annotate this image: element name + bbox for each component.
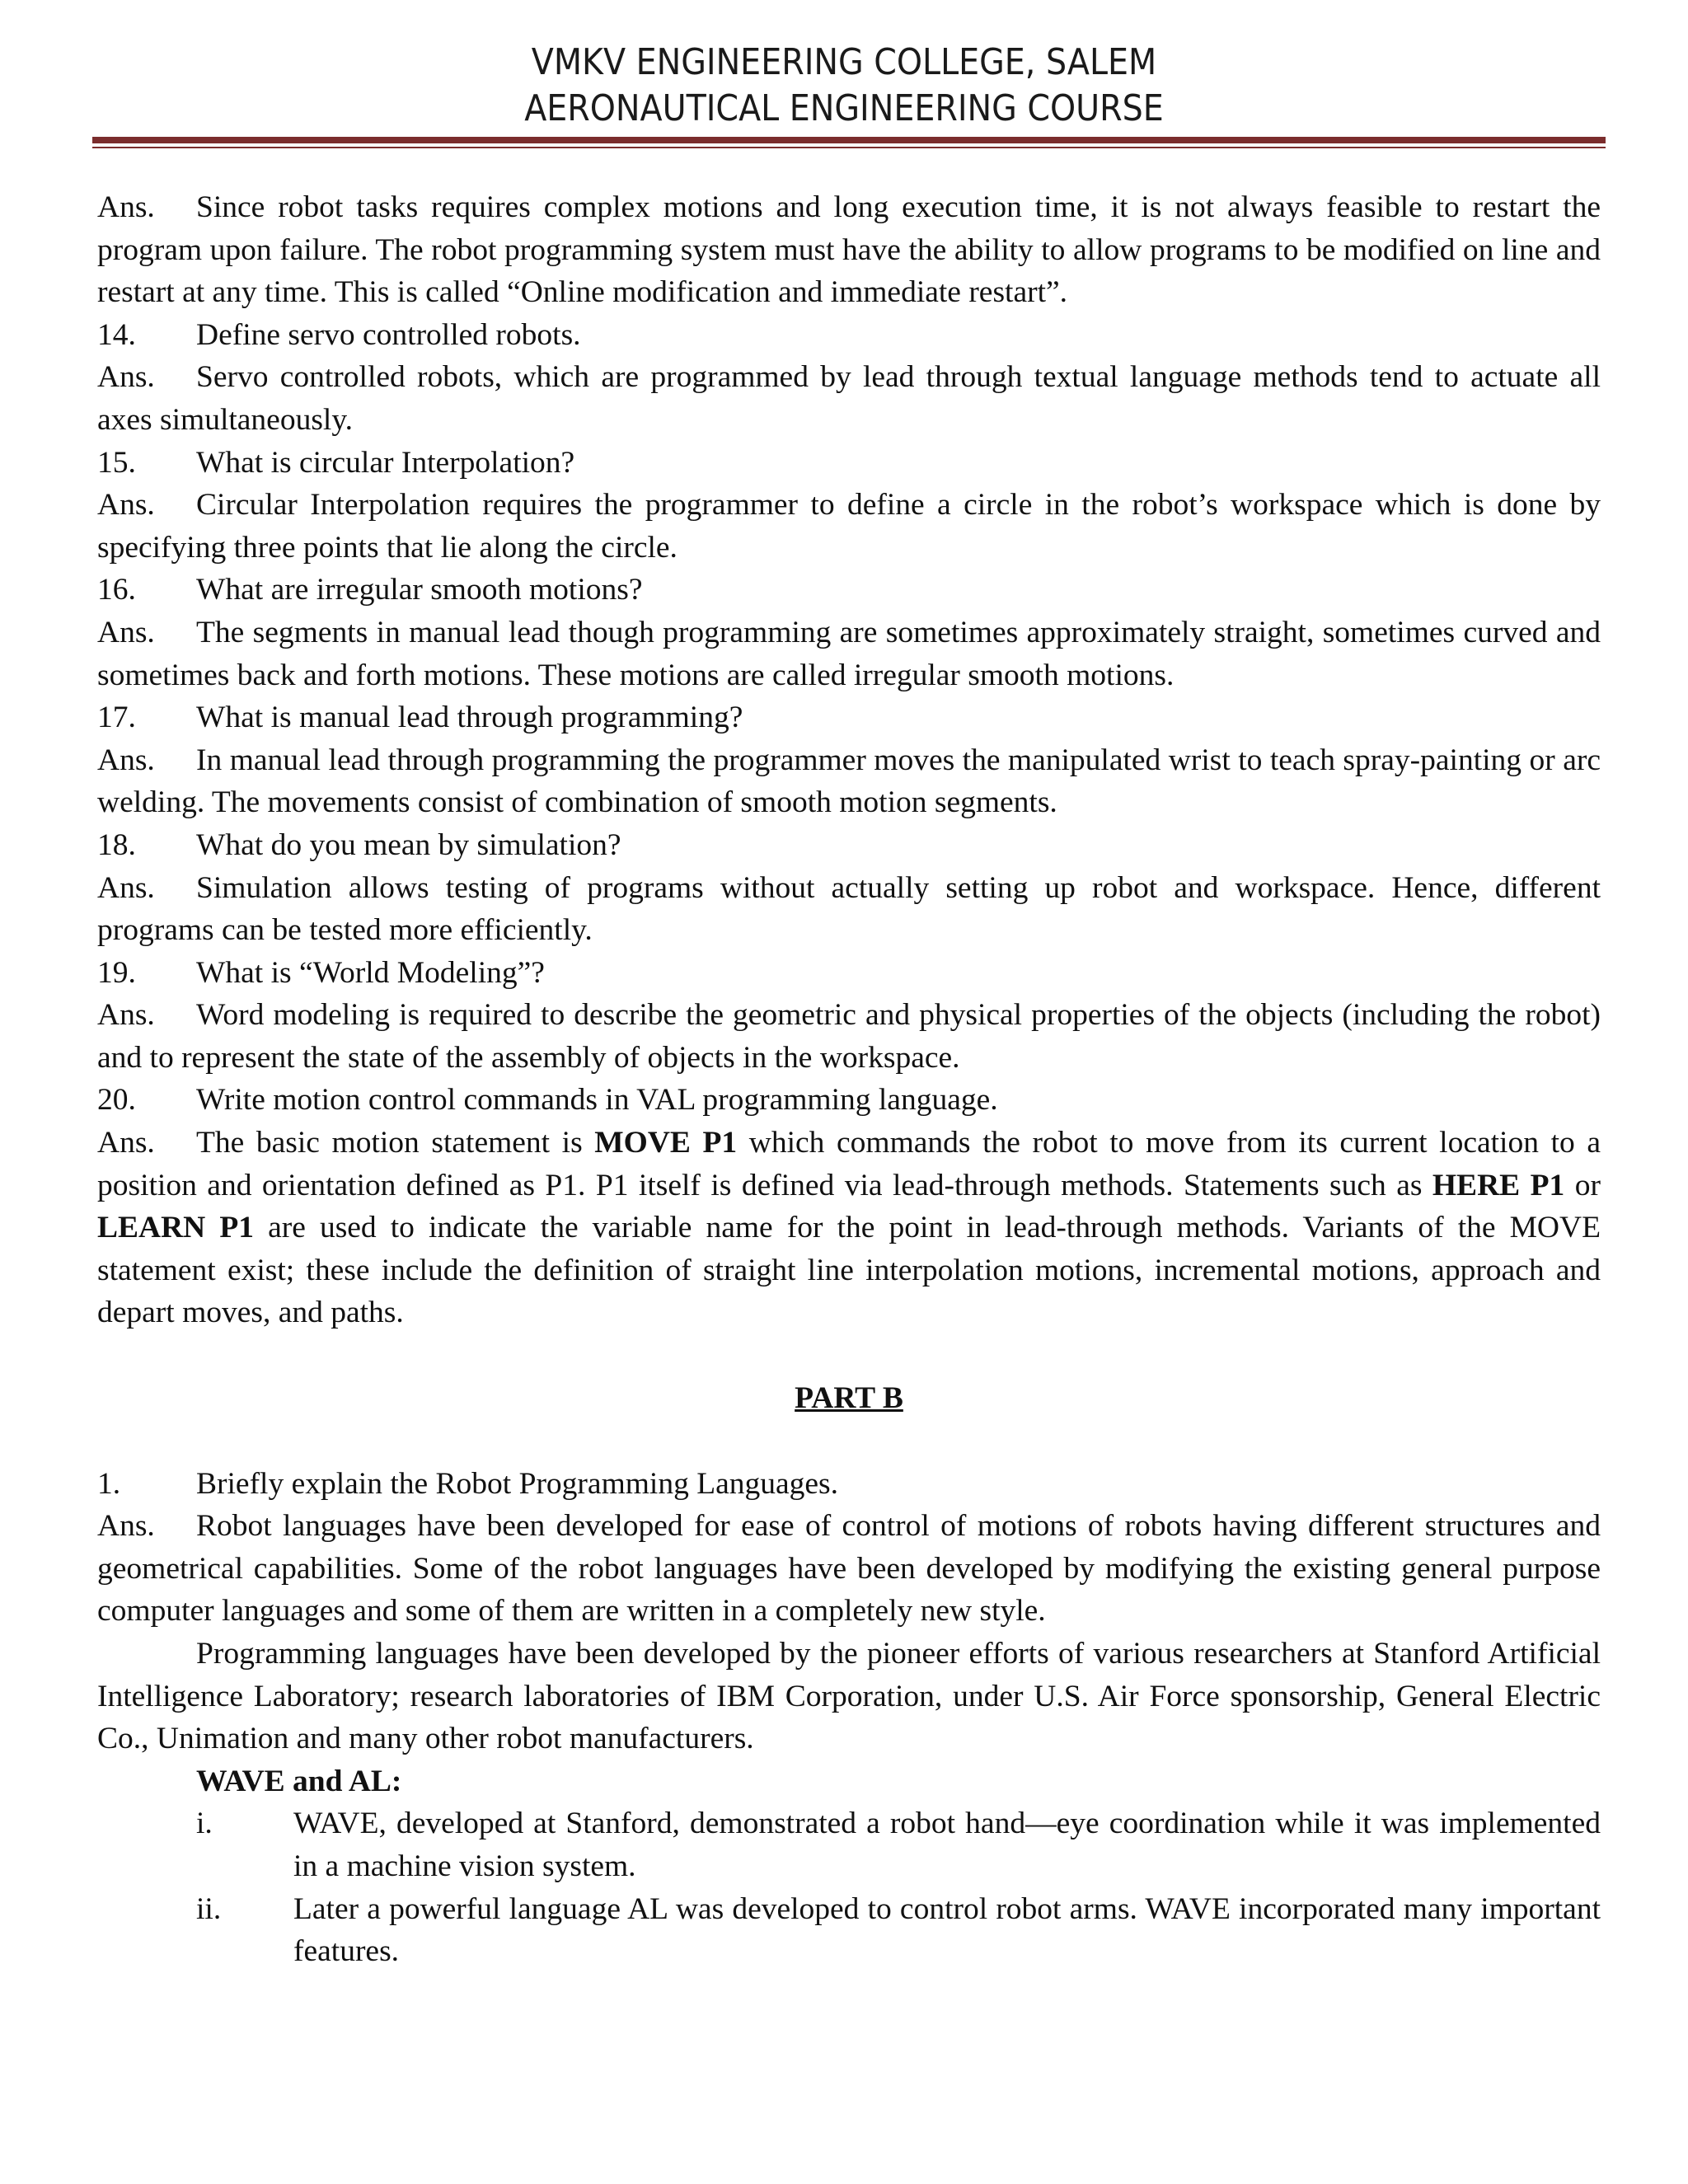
question-text: What are irregular smooth motions? [196,573,643,607]
question-line [97,442,1601,485]
question-line [97,696,1601,739]
answer-text: Since robot tasks requires complex motions and long execution time, it is not always feasible to restart the program upon failure. The robot programming system must have the ability to allow programs to be modified on line and restart at any time. This is called “Online modification and immediate restart”. [97,190,1601,310]
header-college: VMKV ENGINEERING COLLEGE, SALEM [531,41,1157,83]
command-move: MOVE P1 [594,1126,738,1160]
answer-label: Ans. [97,743,155,777]
page-header [0,40,1688,132]
document-body [97,186,1601,1973]
command-learn: LEARN P1 [97,1211,255,1245]
header-rule-thick [92,137,1606,143]
question-number: 17. [97,701,136,735]
question-number: 18. [97,827,136,862]
answer-text: Simulation allows testing of programs without actually setting up robot and workspace. Hence, different programs can be tested more efficiently. [97,870,1601,948]
answer-text: Robot languages have been developed for ease of control of motions of robots having different structures and geometrical capabilities. Some of the robot languages have been developed by modifying the existing general purpose computer languages and some of them are written in a completely new style. [97,1509,1601,1629]
question-text: What do you mean by simulation? [196,827,621,862]
answer-paragraph [97,994,1601,1079]
question-number: 20. [97,1083,136,1118]
answer-label: Ans. [97,1509,155,1544]
answer-text: Circular Interpolation requires the programmer to define a circle in the robot’s workspace which is done by specifying three points that lie along the circle. [97,488,1601,565]
answer-label: Ans. [97,615,155,649]
list-item-number: ii. [196,1891,222,1926]
answer-label: Ans. [97,998,155,1033]
list-item [97,1888,1601,1973]
answer-text: In manual lead through programming the programmer moves the manipulated wrist to teach spray-painting or arc welding. The movements consist of combination of smooth motion segments. [97,743,1601,820]
question-line [97,569,1601,612]
body-paragraph: Programming languages have been developed by the pioneer efforts of various researchers at Stanford Artificial Intelligence Laboratory; research laboratories of IBM Corporation, under U.S. Air Force sponsorship, General Electric Co., Unimation and many other robot manufacturers. [97,1637,1601,1756]
list-item-text: Later a powerful language AL was developed to control robot arms. WAVE incorporated many important features. [293,1891,1601,1969]
answer-label: Ans. [97,488,155,523]
question-text: What is manual lead through programming? [196,701,743,735]
command-here: HERE P1 [1432,1168,1565,1202]
answer-paragraph [97,484,1601,569]
question-line [97,824,1601,867]
answer-paragraph [97,867,1601,952]
question-text: Briefly explain the Robot Programming Languages. [196,1466,839,1501]
answer-paragraph [97,186,1601,314]
question-number: 15. [97,445,136,480]
answer-text: are used to indicate the variable name for the point in lead-through methods. Variants of the MOVE statement exist; these include the definition of straight line interpolation motions, incremental motions, approach and depart moves, and paths. [97,1211,1601,1330]
question-line [97,1079,1601,1122]
question-text: Write motion control commands in VAL programming language. [196,1083,998,1118]
answer-label: Ans. [97,360,155,395]
question-text: What is “World Modeling”? [196,955,545,990]
question-line [97,952,1601,995]
question-line [97,314,1601,357]
answer-paragraph [97,739,1601,824]
question-number: 14. [97,317,136,352]
list-item [97,1802,1601,1887]
answer-text: The basic motion statement is [196,1126,595,1160]
answer-text: which commands the robot to move from its current location to a position and orientation defined as P1. P1 itself is defined via lead-through methods. Statements such as [97,1126,1601,1202]
answer-label: Ans. [97,1126,155,1160]
answer-label: Ans. [97,870,155,905]
answer-paragraph [97,1122,1601,1334]
question-number: 16. [97,573,136,607]
list-item-number: i. [196,1807,213,1841]
answer-text: Word modeling is required to describe the geometric and physical properties of the objects (including the robot) and to represent the state of the assembly of objects in the workspace. [97,998,1601,1075]
question-line [97,1463,1601,1506]
question-number: 19. [97,955,136,990]
answer-paragraph [97,1505,1601,1633]
question-number: 1. [97,1466,121,1501]
answer-text: Servo controlled robots, which are programmed by lead through textual language methods tend to actuate all axes simultaneously. [97,360,1601,437]
question-text: What is circular Interpolation? [196,445,575,480]
part-b-title: PART B [795,1381,903,1416]
question-text: Define servo controlled robots. [196,317,581,352]
answer-paragraph [97,612,1601,696]
list-item-text: WAVE, developed at Stanford, demonstrated a robot hand—eye coordination while it was implemented in a machine vision system. [293,1807,1601,1883]
answer-paragraph [97,356,1601,441]
answer-label: Ans. [97,190,155,224]
header-rule-thin [92,147,1606,148]
answer-text: The segments in manual lead though programming are sometimes approximately straight, sometimes curved and sometimes back and forth motions. These motions are called irregular smooth motions. [97,615,1601,692]
section-subheading: WAVE and AL: [196,1764,402,1798]
answer-text: or [1564,1168,1601,1202]
header-course: AERONAUTICAL ENGINEERING COURSE [524,87,1164,129]
